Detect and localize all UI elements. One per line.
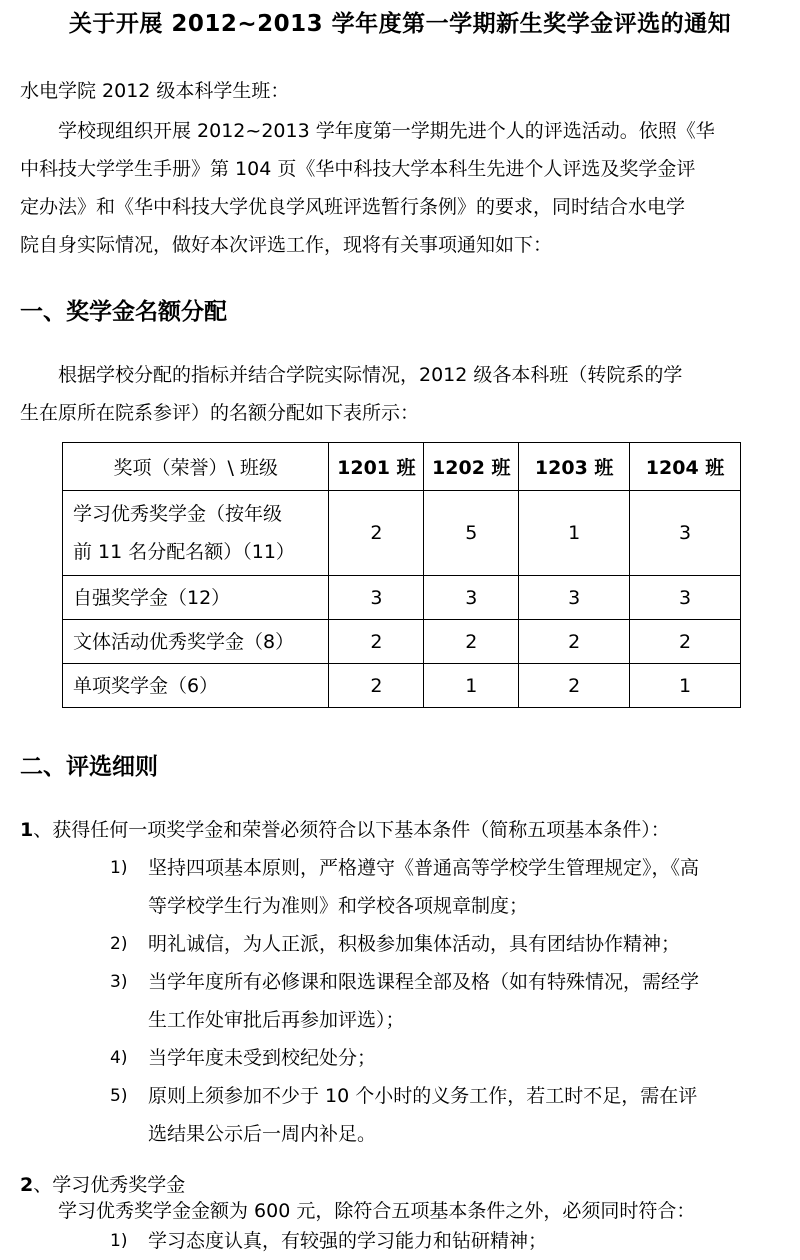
intro-line: 学校现组织开展 2012~2013 学年度第一学期先进个人的评选活动。依照《华 [58,120,715,142]
condition-number: 3) [110,972,128,992]
quota-cell: 2 [329,664,424,708]
condition-line: 明礼诚信，为人正派，积极参加集体活动，具有团结协作精神； [148,933,681,955]
condition-line: 选结果公示后一周内补足。 [148,1123,377,1145]
quota-cell: 3 [329,576,424,620]
intro-line: 院自身实际情况，做好本次评选工作，现将有关事项通知如下： [20,234,553,256]
quota-cell: 1 [630,664,741,708]
class-header: 1203 班 [519,443,630,491]
condition-number: 4) [110,1048,128,1068]
condition-line: 当学年度所有必修课和限选课程全部及格（如有特殊情况，需经学 [148,971,700,993]
table-header-row [63,443,741,491]
class-header: 1201 班 [329,443,424,491]
quota-cell: 2 [329,620,424,664]
quota-cell: 3 [424,576,519,620]
quota-cell: 2 [630,620,741,664]
table-corner-header: 奖项（荣誉）\ 班级 [63,443,329,491]
recipient-line: 水电学院 2012 级本科学生班： [20,80,290,102]
intro-line: 中科技大学学生手册》第 104 页《华中科技大学本科生先进个人评选及奖学金评 [20,158,696,180]
condition-line: 原则上须参加不少于 10 个小时的义务工作，若工时不足，需在评 [148,1085,698,1107]
document-title: 关于开展 2012~2013 学年度第一学期新生奖学金评选的通知 [68,11,732,37]
rule-number: 1 [20,819,34,841]
class-header: 1204 班 [630,443,741,491]
condition-number: 1) [110,1231,128,1251]
rule-text: 、学习优秀奖学金 [33,1174,186,1196]
condition-line: 生工作处审批后再参加评选）； [148,1009,405,1031]
condition-line: 学习态度认真，有较强的学习能力和钻研精神； [148,1230,548,1252]
table-row [63,620,741,664]
quota-cell: 2 [519,620,630,664]
table-row [63,664,741,708]
condition-number: 2) [110,934,128,954]
award-label [63,491,329,576]
rule-item-1 [20,811,670,849]
table-row [63,491,741,576]
allocation-table [62,442,741,708]
award-label: 文体活动优秀奖学金（8） [63,620,329,664]
award-label: 单项奖学金（6） [63,664,329,708]
allocation-text-line: 生在原所在院系参评）的名额分配如下表所示： [20,402,420,424]
class-header: 1202 班 [424,443,519,491]
quota-cell: 3 [630,576,741,620]
condition-line: 当学年度未受到校纪处分； [148,1047,377,1069]
condition-line: 等学校学生行为准则》和学校各项规章制度； [148,895,529,917]
condition-line: 坚持四项基本原则，严格遵守《普通高等学校学生管理规定》，《高 [148,857,700,879]
rule-text: 、获得任何一项奖学金和荣誉必须符合以下基本条件（简称五项基本条件）： [33,819,670,841]
quota-cell: 3 [519,576,630,620]
quota-cell: 2 [329,491,424,576]
award-label-line: 前 11 名分配名额）（11） [73,541,295,563]
allocation-text-line: 根据学校分配的指标并结合学院实际情况，2012 级各本科班（转院系的学 [58,364,683,386]
quota-cell: 1 [424,664,519,708]
award-label: 自强奖学金（12） [63,576,329,620]
section-heading-allocation: 一、奖学金名额分配 [20,299,227,325]
quota-cell: 5 [424,491,519,576]
intro-line: 定办法》和《华中科技大学优良学风班评选暂行条例》的要求，同时结合水电学 [20,196,686,218]
condition-number: 1) [110,858,128,878]
condition-number: 5) [110,1086,128,1106]
section-heading-rules: 二、评选细则 [20,754,158,780]
quota-cell: 3 [630,491,741,576]
rule-description: 学习优秀奖学金金额为 600 元，除符合五项基本条件之外，必须同时符合： [58,1200,696,1222]
rule-number: 2 [20,1174,34,1196]
quota-cell: 1 [519,491,630,576]
quota-cell: 2 [424,620,519,664]
table-row [63,576,741,620]
quota-cell: 2 [519,664,630,708]
award-label-line: 学习优秀奖学金（按年级 [73,503,283,525]
